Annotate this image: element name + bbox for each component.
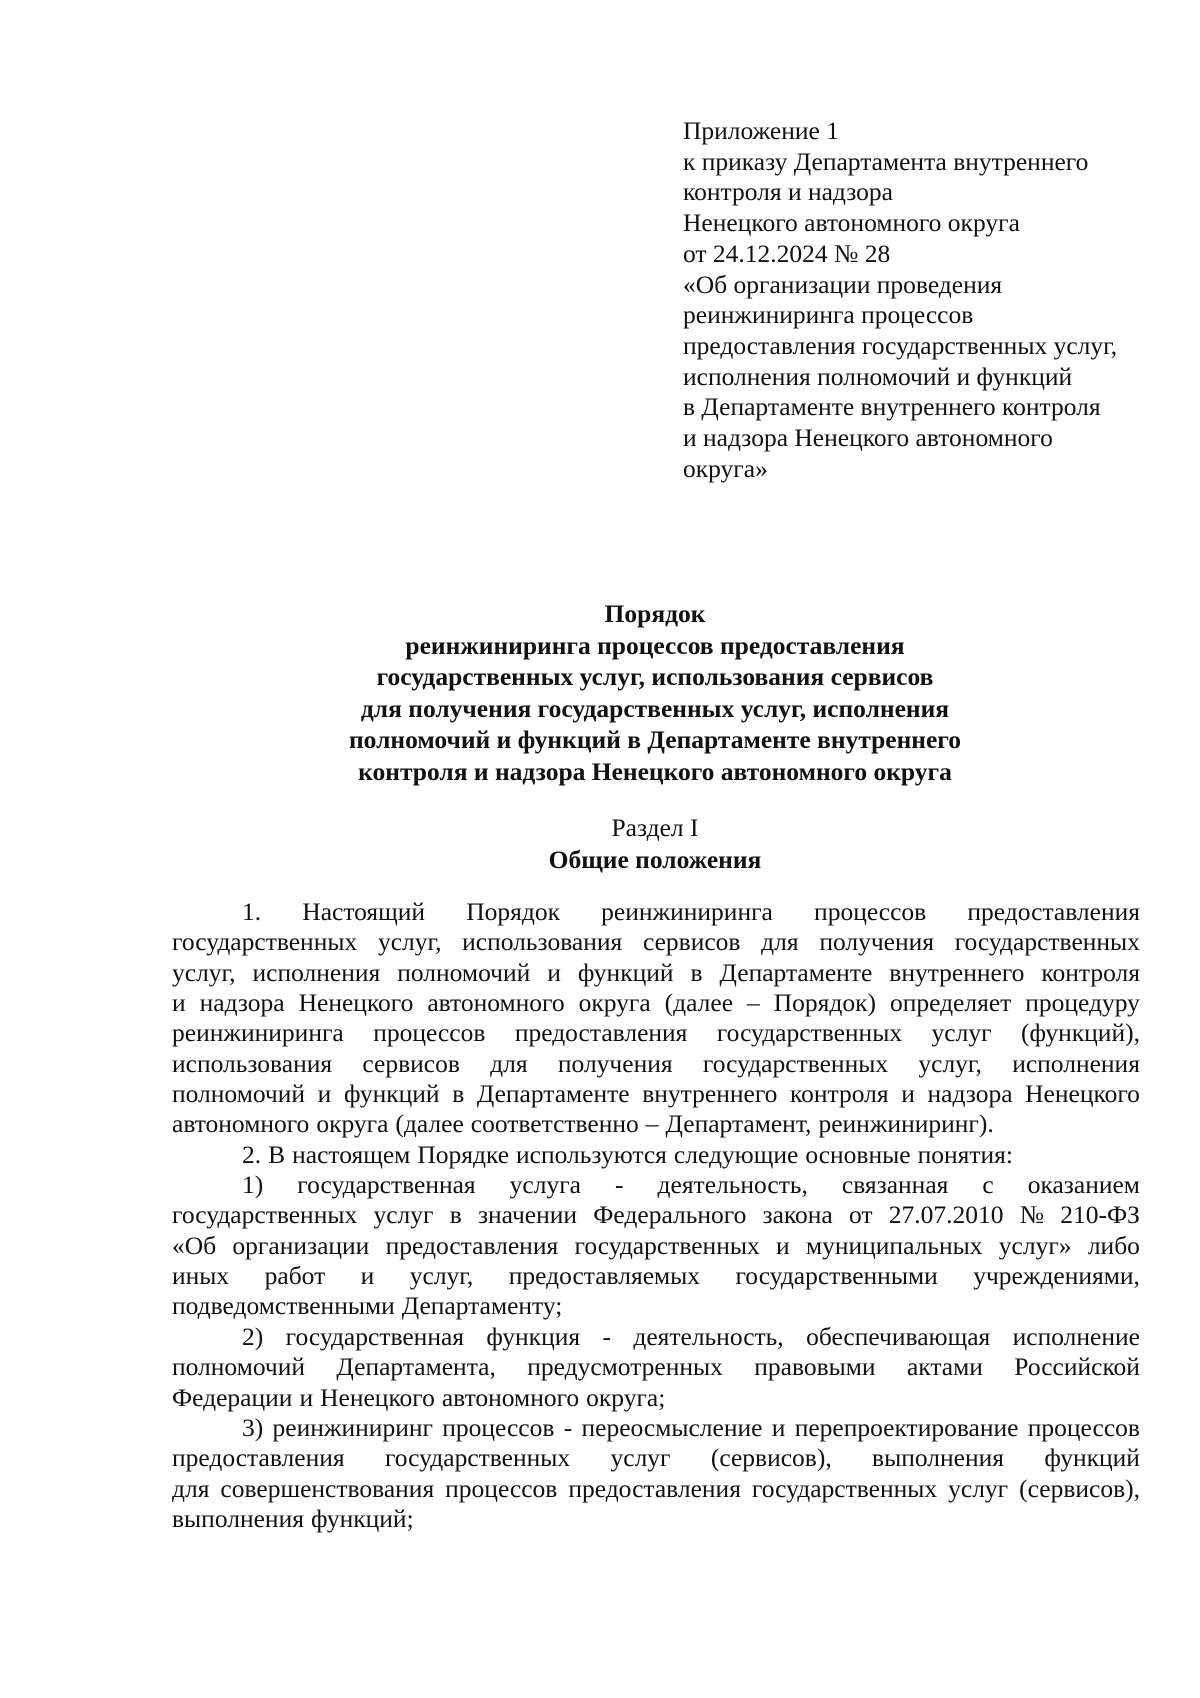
body-word: государственных [751, 1473, 938, 1503]
body-word: 2. [242, 1139, 262, 1169]
body-word: - [563, 1412, 573, 1442]
body-word: услуг [931, 1018, 992, 1048]
body-word: 27.07.2010 [888, 1200, 1004, 1230]
body-word: предоставляемых [508, 1261, 701, 1291]
body-word: округа [578, 988, 651, 1018]
body-word: (сервисов), [710, 1443, 832, 1473]
body-word: актами [906, 1352, 983, 1382]
body-line [172, 1504, 1140, 1534]
body-word: 1) [242, 1170, 264, 1200]
body-word: получения [557, 1048, 673, 1078]
body-word: услуг [373, 1200, 434, 1230]
body-word: (далее [395, 1109, 464, 1139]
body-word: Федерального [593, 1200, 747, 1230]
body-word: и [317, 1079, 332, 1109]
body-word: настоящем [292, 1139, 411, 1169]
body-word: Настоящий [302, 897, 426, 926]
body-line [172, 1383, 1140, 1413]
body-word: функций [343, 1079, 440, 1109]
body-word: услуг [610, 1443, 671, 1473]
appendix-header [683, 116, 1163, 484]
body-word: предусмотренных [527, 1352, 723, 1382]
section-header [170, 812, 1140, 875]
body-word: процессов [814, 897, 927, 926]
body-word: основные [805, 1139, 911, 1169]
body-word: исполнения [252, 957, 381, 987]
appendix-line: к приказу Департамента внутреннего [683, 146, 1089, 176]
body-word: совершенствования [220, 1473, 435, 1503]
body-word: - [615, 1170, 624, 1200]
body-word: и [299, 1382, 314, 1412]
body-word: получения [819, 927, 935, 957]
body-word: 210-ФЗ [1060, 1200, 1140, 1230]
body-word: Ненецкого [1025, 1079, 1140, 1109]
body-word: государственных [574, 1230, 760, 1260]
body-word: услуг, [377, 927, 442, 957]
body-line [172, 1261, 1140, 1291]
body-word: для [761, 927, 799, 957]
body-word: Департамента, [336, 1352, 496, 1382]
section-number: Раздел I [611, 813, 699, 842]
body-word: государственных [702, 1048, 889, 1078]
body-line [172, 927, 1140, 957]
body-word: использования [462, 927, 623, 957]
body-word: надзора [199, 988, 285, 1018]
body-line [172, 1079, 1140, 1109]
body-word: полномочий [172, 1079, 306, 1109]
body-line [172, 897, 1140, 927]
body-word: процессов [442, 1412, 555, 1442]
body-word: иных [172, 1261, 230, 1291]
body-word: реинжиниринга [172, 1018, 344, 1048]
title-line: реинжиниринга процессов предоставления [405, 630, 905, 660]
body-line [172, 1322, 1140, 1352]
body-line [172, 1474, 1140, 1504]
body-word: для [172, 1473, 210, 1503]
body-word: государственных [716, 1018, 903, 1048]
body-word: значении [477, 1200, 578, 1230]
body-word: следующие [673, 1139, 799, 1169]
body-word: В [268, 1139, 286, 1169]
body-word: переосмысление [581, 1412, 763, 1442]
body-word: либо [1087, 1230, 1140, 1260]
body-word: Порядок) [773, 988, 876, 1018]
title-line: Порядок [604, 599, 706, 628]
body-line [172, 1231, 1140, 1261]
body-word: подведомственными [172, 1291, 395, 1321]
body-word: для [490, 1048, 528, 1078]
body-word: связанная [841, 1170, 949, 1200]
body-word: исполнение [1012, 1321, 1140, 1351]
body-line [172, 1291, 1140, 1321]
body-word: автономного [427, 988, 565, 1018]
body-line [172, 1443, 1140, 1473]
body-word: – [747, 988, 760, 1018]
body-word: Порядок [466, 897, 560, 926]
body-word: деятельность, [657, 1170, 808, 1200]
body-line [172, 1170, 1140, 1200]
body-word: понятия: [917, 1139, 1013, 1169]
body-word: контроля [1041, 957, 1140, 987]
body-word: «Об [172, 1230, 217, 1260]
body-word: перепроектирование [794, 1412, 1019, 1442]
body-word: сервисов [362, 1048, 460, 1078]
body-word: автономного [172, 1109, 310, 1139]
body-word: реинжиниринг). [818, 1109, 994, 1139]
body-word: и [901, 1079, 915, 1109]
body-word: автономного [441, 1382, 580, 1412]
document-title [170, 598, 1140, 787]
body-word: и [776, 1230, 790, 1260]
body-line [172, 1200, 1140, 1230]
appendix-line: Ненецкого автономного округа [683, 208, 1020, 238]
body-word: Департамент, [665, 1109, 812, 1139]
section-heading: Общие положения [548, 844, 762, 874]
appendix-line: и надзора Ненецкого автономного [683, 423, 1053, 453]
body-word: оказанием [1027, 1170, 1140, 1200]
body-word: – [645, 1109, 659, 1139]
body-word: в [452, 1079, 465, 1109]
appendix-line: «Об организации проведения [683, 269, 1003, 299]
body-word: 2) [242, 1321, 264, 1351]
body-word: правовыми [754, 1352, 876, 1382]
body-word: (сервисов), [1019, 1473, 1140, 1503]
body-word: надзора [927, 1079, 1013, 1109]
body-word: выполнения [872, 1443, 1004, 1473]
body-word: государственных [954, 927, 1140, 957]
appendix-line: реинжиниринга процессов [683, 300, 974, 330]
body-word: государственных [172, 1200, 358, 1230]
body-word: функций [577, 957, 674, 987]
body-word: использования [172, 1048, 333, 1078]
body-word: используются [516, 1139, 667, 1169]
body-word: услуга [509, 1170, 581, 1200]
body-word: исполнения [1012, 1048, 1140, 1078]
body-word: закона [762, 1200, 833, 1230]
body-word: организации [232, 1230, 370, 1260]
appendix-line: в Департаменте внутреннего контроля [683, 392, 1101, 422]
body-word: услуг» [998, 1230, 1072, 1260]
body-word: Департаменту; [401, 1291, 563, 1321]
body-word: процессов [445, 1473, 558, 1503]
body-word: работ [264, 1261, 326, 1291]
title-line: контроля и надзора Ненецкого автономного округа [358, 756, 952, 786]
body-word: функций [1044, 1443, 1140, 1473]
body-word: (далее [664, 988, 734, 1018]
body-word: услуг, [172, 957, 236, 987]
body-line [172, 958, 1140, 988]
body-word: и [360, 1261, 375, 1291]
body-line [172, 1049, 1140, 1079]
body-word: определяет [889, 988, 1012, 1018]
body-word: и [172, 988, 186, 1018]
body-word: полномочий [397, 957, 531, 987]
body-word: Федерации [172, 1382, 293, 1412]
appendix-line: исполнения полномочий и функций [683, 361, 1073, 391]
body-word: процессов [373, 1018, 486, 1048]
body-word: предоставления [514, 1018, 688, 1048]
appendix-line: от 24.12.2024 № 28 [683, 238, 891, 268]
body-word: услуг, [409, 1261, 474, 1291]
body-line [172, 1018, 1140, 1048]
appendix-line: контроля и надзора [683, 177, 893, 207]
appendix-line: округа» [683, 453, 768, 483]
body-word: в [449, 1200, 462, 1230]
title-line: полномочий и функций в Департаменте внутреннего [348, 725, 962, 754]
body-word: функций; [310, 1503, 414, 1533]
body-word: Российской [1014, 1352, 1140, 1382]
body-word: 3) [242, 1412, 264, 1442]
body-line [172, 988, 1140, 1018]
body-word: Ненецкого [320, 1382, 435, 1412]
body-word: и [547, 957, 561, 987]
body-line [172, 1109, 1140, 1139]
body-word: № [1019, 1200, 1045, 1230]
title-line: для получения государственных услуг, исполнения [360, 693, 950, 723]
body-word: в [690, 957, 703, 987]
body-word: государственная [297, 1170, 476, 1200]
body-word: Ненецкого [298, 988, 414, 1018]
body-word: с [982, 1170, 994, 1200]
body-word: услуг, [918, 1048, 982, 1078]
body-line [172, 1413, 1140, 1443]
body-word: и [771, 1412, 786, 1442]
body-word: - [602, 1321, 611, 1351]
body-word: муниципальных [805, 1230, 983, 1260]
body-word: обеспечивающая [806, 1321, 991, 1351]
body-word: предоставления [385, 1230, 559, 1260]
body-word: государственными [735, 1261, 938, 1291]
body-word: предоставления [172, 1443, 345, 1473]
body-word: процессов [1027, 1412, 1140, 1442]
body-word: реинжиниринг [272, 1412, 433, 1442]
body-word: внутреннего [889, 957, 1025, 987]
body-word: от [848, 1200, 873, 1230]
body-word: функция [486, 1321, 581, 1351]
body-word: учреждениями, [973, 1261, 1140, 1291]
body-word: деятельность, [633, 1321, 784, 1351]
body-word: 1. [242, 897, 262, 926]
body-word: выполнения [172, 1503, 304, 1533]
body-line [172, 1352, 1140, 1382]
title-line: государственных услуг, использования сервисов [376, 662, 934, 691]
body-word: Порядке [417, 1139, 510, 1169]
body-word: государственных [172, 927, 358, 957]
body-word: внутреннего [642, 1079, 778, 1109]
body-word: сервисов [642, 927, 741, 957]
body-word: процедуру [1025, 988, 1140, 1018]
body-word: округа; [586, 1382, 666, 1412]
document-body [172, 897, 1140, 1534]
body-word: предоставления [568, 1473, 741, 1503]
body-word: соответственно [470, 1109, 639, 1139]
body-word: контроля [790, 1079, 889, 1109]
body-word: округа [316, 1109, 389, 1139]
body-word: (функций), [1020, 1018, 1140, 1048]
body-line [172, 1140, 1140, 1170]
appendix-line: Приложение 1 [683, 116, 839, 145]
body-word: государственных [384, 1443, 571, 1473]
body-word: реинжиниринга [601, 897, 773, 926]
body-word: предоставления [967, 897, 1140, 926]
body-word: полномочий [172, 1352, 306, 1382]
body-word: государственная [285, 1321, 465, 1351]
appendix-line: предоставления государственных услуг, [683, 330, 1118, 360]
body-word: услуг [948, 1473, 1009, 1503]
body-word: Департаменте [476, 1079, 630, 1109]
body-word: Департаменте [719, 957, 873, 987]
